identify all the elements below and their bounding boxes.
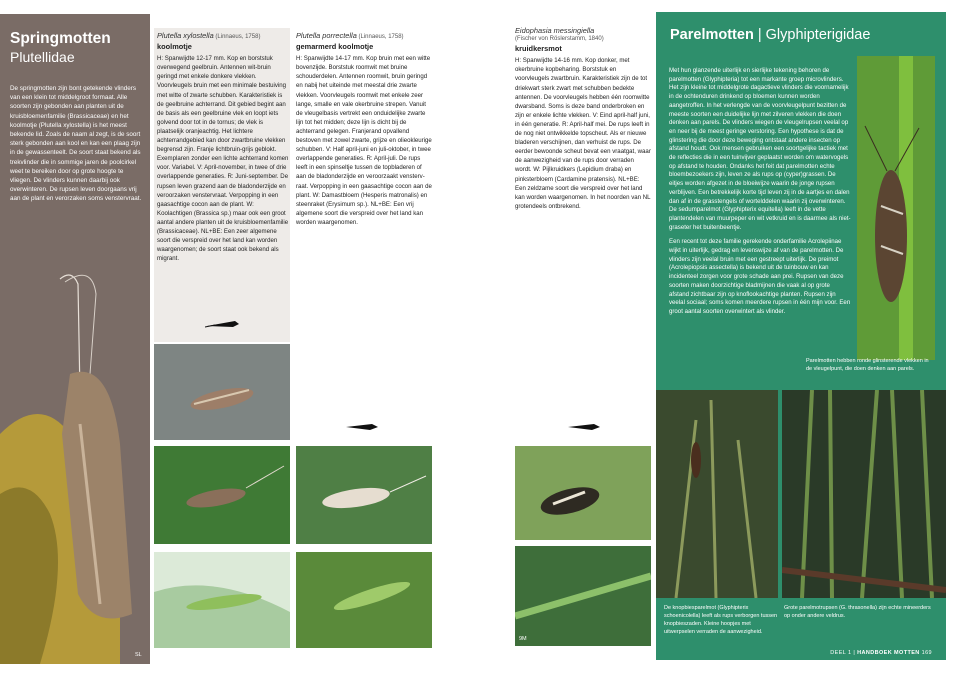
photo-moth-on-leaf-1 xyxy=(154,446,290,544)
moth-silhouette-1 xyxy=(205,318,241,330)
right-sidebar xyxy=(656,12,946,660)
caption-left: De knopbiesparelmot (Glyphipterix schoenicolella) leeft als rups verborgen tussen knopbieszaden. Kleine hoopjes met uitwerpselen verraden de aanwezigheid. xyxy=(664,605,778,635)
page-number-left: SL xyxy=(135,652,142,658)
photo-label: 9M xyxy=(519,636,527,642)
section-text-p1: Met hun glanzende uiterlijk en sierlijke tekening behoren de parelmotten (Glyphipteria) tot een markante groep microvlinders. Het zijn kleine tot middelgrote dagactieve vlinders die voornamelijk in de ochtenduren drinkend op bloemen kunnen worden aangetroffen. In het verlengde van de voorvleugelpunt bezitten de meeste soorten een duidelijke lijn met zilveren vlekken die doen denken aan parels. De vlinders wiegen de vleugelrupsen veelal op en neer bij de meest geringe verstoring. Een hypothese is dat de glinstering die door deze beweging ontstaat andere insecten op afstand houdt. Ook mensen gebruiken een soortgelijke tactiek met de reflecties die in een tuinvijver geplaatst worden om watervogels op afstand te houden. Ondanks het feit dat parelmotten echte bloembezoekers zijn, leven ze als rups op (cyper)grassen. De eitjes worden afgezet in de bloeiwijze waarin de jonge rupsen verblijven. Een betrekkelijk korte tijd leven zij in de aartjes en dalen dan af in de grasstengels of wortelddelen waarin zij overwinteren. De sedumparelmot (Glyphipterix equitella) leeft in de vette plantendelen van muurpeper en wit vetkruid en is daarmee als niet-graseter het buitenbeentje. xyxy=(669,67,851,231)
species-1-text: H: Spanwijdte 12-17 mm. Kop en borststuk overwegend geelbruin. Antennen wit-bruin geringd met enkele donkere vlekken. Voorvleugels bruin met een minimale bestuiving met witte of zwarte schubben. Karakteristiek is de geelbruine achterrand. Dit gebied begint aan de basis als een geelbruine vlek en loopt iets golvend door tot in de tornus; de vlek is plaatselijk oranjeachtig. Het lichtere achterrandgebied kan door zwartbruine vlekken begrensd zijn. Franje lichtbruin-grijs geblokt. Exemplaren zonder een lichte achterrand komen voor. Variabel. V: April-november, in twee of drie overlappende generaties. R: Juni-september. De rupsen leven grazend aan de bladonderzijde en veroorzaken venstervraat. Verpopping in een gaasachtige cocon aan de plant. W: Koolachtigen (Brassica sp.) maar ook een groot aantal andere planten uit de kruisbloemenfamilie (Brassicaceae). NL+BE: Een zeer algemene soort die verspreid over het land kan worden waargenomen; de soort staat ook bekend als migrant. xyxy=(157,55,289,263)
photo-moth-messingiella xyxy=(515,446,651,540)
species-1-latin: Plutella xylostella xyxy=(157,31,214,40)
species-2-author: (Linnaeus, 1758) xyxy=(358,34,404,40)
page-footer: DEEL 1 | HANDBOEK MOTTEN 169 xyxy=(830,650,932,656)
section-text-p2: Een recent tot deze familie gerekende onderfamilie Acrolepiinae wijkt in uiterlijk, gedrag en levenswijze af van de parelmotten. De vlinders zijn veelal bruin met een gestreept uiterlijk. De preimot (Acrolepiopsis assectella) is bekend uit de tuinbouw en kan incidenteel zorgen voor grote schade aan prei. Rupsen van deze soorten maken doorzichtige bladmijnen die vaak al op grote afstand zichtbaar zijn op knoflookachtige planten. Rupsen zijn veelal sociaal; soms komen meerdere rupsen in één mijn voor. Een groot aantal soorten overwintert als vlinder. xyxy=(669,238,851,315)
page-number-right: 169 xyxy=(921,650,932,656)
species-3-author: (Fischer von Röslerstamm, 1840) xyxy=(515,36,604,43)
species-1-author: (Linnaeus, 1758) xyxy=(215,34,261,40)
footer-book: HANDBOEK MOTTEN xyxy=(857,650,920,656)
section-text xyxy=(669,67,851,317)
footer-part: DEEL 1 xyxy=(830,650,852,656)
photo-parelmot xyxy=(857,56,935,360)
family-intro-text: De springmotten zijn bont getekende vlinders van een klein tot middelgroot formaat. Alle soorten zijn gebonden aan planten uit de kruisbloemenfamilie (Brassicaceae) en het koolmotje (Plutella xylostella) is het meest bekende lid. Zoals de naam al zegt, is de soort sterk gebonden aan kool en kan een plaag zijn in de gewassenteelt. De soort staat bekend als trekvlinder die in sommige jaren de poolcirkel weet te bereiken door op grote hoogte te vliegen. De vlinders kunnen daarbij ook overwinteren. De rupsen leven doorgaans vrij aan de plant en verorzaken soms venstervraat. xyxy=(10,85,142,203)
species-2-text: H: Spanwijdte 14-17 mm. Kop bruin met een witte bovenzijde. Borststuk roomwit met bruine schouderdelen. Antennen roomwit, bruin geringd en nabij het uiteinde met meestal drie zwarte vlekken. Voorvleugels roomwit met enkele zeer lange, smalle en vale okerbruine strepen. Vanuit de vleugelbasis vertrekt een onduidelijke zwarte lijn tot het midden; deze lijn is dicht bij de achterrand gelegen. Franjerand opvallend bestoven met zowel zwarte, grijze en olieokleurige schubben. V: Half april-juni en juli-oktober, in twee overlappende generaties. R: April-juli. De rups leeft in een spinseltje tussen de topbladeren of aan de bladonderzijde en veroorzaakt venstervraat. Verpopping in een gaasachtige cocon aan de plant. W: Damastbloem (Hesperis matronalis) en steenraket (Erysimum sp.). NL+BE: Een vrij algemene soort die verspreid over het land kan worden waargenomen. xyxy=(296,55,432,226)
species-entry-1 xyxy=(154,28,290,342)
family-title: Springmotten xyxy=(10,30,111,47)
species-2-latin: Plutella porrectella xyxy=(296,31,357,40)
left-sidebar xyxy=(0,14,150,664)
caption-top: Parelmotten hebben ronde glinsterende vlekken in de vleugelpunt, die doen denken aan parels. xyxy=(806,358,929,372)
photo-grass-stems xyxy=(782,390,946,598)
section-title-bold: Parelmotten xyxy=(670,27,754,43)
family-latin: Plutellidae xyxy=(10,49,75,65)
photo-moth-xylostella xyxy=(154,344,290,440)
species-1-dutch: koolmotje xyxy=(157,42,192,52)
species-3-latin: Eidophasia messingiella xyxy=(515,26,595,35)
antenna-2 xyxy=(65,275,96,374)
photo-caterpillar-1 xyxy=(154,552,290,648)
species-3-text: H: Spanwijdte 14-16 mm. Kop donker, met okerbruine kopbeharing. Borststuk en voorvleugels zwartbruin. Karakteristiek zijn de tot driekwart sterk zwart met schubben bedekte antennen. De voorvleugels hebben één roomwitte dwarsband. Soms is deze band onderbroken en zijn er enkele lichte vlekken. V: Eind april-half juni, in één generatie. R: April-half mei. De rups leeft in de nog niet ontwikkelde topscheut. Als er nieuwe bladeren verschijnen, dan verhuist de rups. De eerder bewoonde scheut bevat een vraatgat, waar de aanwezigheid van de rups door verraden wordt. W: Pijlkruidkers (Lepidium draba) en pinksterbloem (Cardamine pratensis). NL+BE: Een zeldzame soort die verspreid over het land kan worden waargenomen. In het noorden van NL grotendeels ontbrekend. xyxy=(515,57,651,210)
species-2-dutch: gemarmerd koolmotje xyxy=(296,42,374,52)
moth-silhouette-3 xyxy=(566,420,602,432)
photo-caterpillar-3 xyxy=(515,546,651,646)
species-entry-2 xyxy=(296,28,432,331)
section-title-latin: Glyphipterigidae xyxy=(765,27,871,43)
section-title: Parelmotten | Glyphipterigidae xyxy=(670,27,871,43)
photo-moth-porrectella xyxy=(296,446,432,544)
photo-knopbies xyxy=(656,390,778,598)
species-3-dutch: kruidkersmot xyxy=(515,44,562,54)
photo-caterpillar-2 xyxy=(296,552,432,648)
species-entry-3 xyxy=(515,26,651,326)
moth-illustration xyxy=(0,264,150,664)
moth-silhouette-2 xyxy=(344,420,380,432)
caption-right: Grote parelmotrupsen (G. thrasonella) zijn echte mineerders op onder andere veldrus. xyxy=(784,605,931,619)
